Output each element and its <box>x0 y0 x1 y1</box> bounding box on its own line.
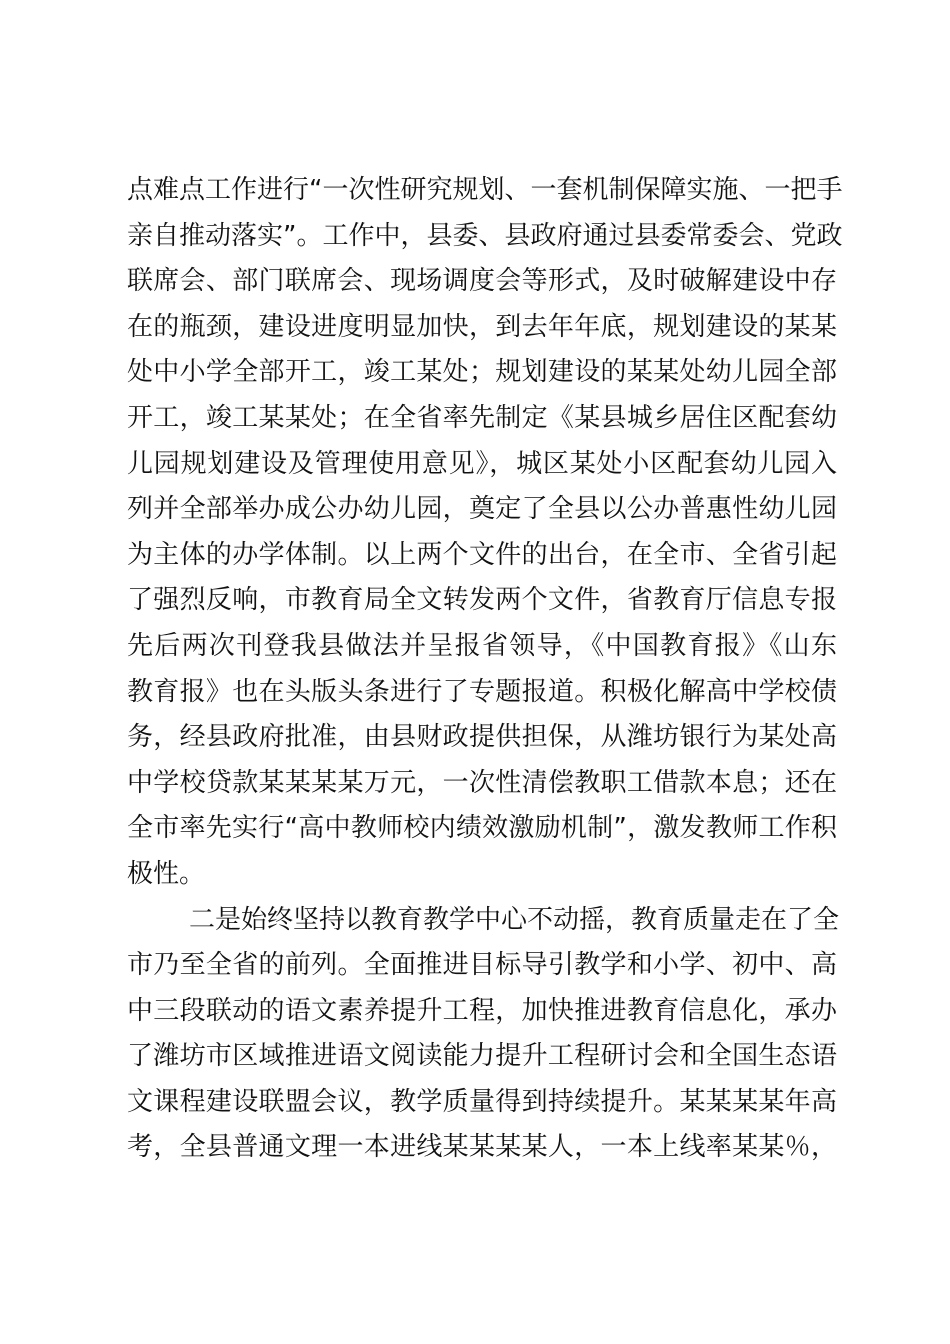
text-line: 二是始终坚持以教育教学中心不动摇，教育质量走在了全 <box>189 904 840 935</box>
text-line: 全市率先实行“高中教师校内绩效激励机制”，激发教师工作积 <box>127 813 837 844</box>
text-line: 为主体的办学体制。以上两个文件的出台，在全市、全省引起 <box>127 539 837 570</box>
paragraph-1 <box>127 168 843 898</box>
text-line: 了潍坊市区域推进语文阅读能力提升工程研讨会和全国生态语 <box>127 1041 837 1072</box>
text-line: 极性。 <box>127 858 206 889</box>
text-line: 联席会、部门联席会、现场调度会等形式，及时破解建设中存 <box>127 266 837 297</box>
body-text <box>127 168 843 1171</box>
text-line: 考，全县普通文理一本进线某某某某人，一本上线率某某％， <box>127 1132 837 1163</box>
text-line: 亲自推动落实”。工作中，县委、县政府通过县委常委会、党政 <box>127 220 843 251</box>
text-line: 文课程建设联盟会议，教学质量得到持续提升。某某某某年高 <box>127 1086 837 1117</box>
text-line: 处中小学全部开工，竣工某处；规划建设的某某处幼儿园全部 <box>127 357 837 388</box>
text-line: 在的瓶颈，建设进度明显加快，到去年年底，规划建设的某某 <box>127 311 837 342</box>
text-line: 中三段联动的语文素养提升工程，加快推进教育信息化，承办 <box>127 995 837 1026</box>
text-line: 教育报》也在头版头条进行了专题报道。积极化解高中学校债 <box>127 676 837 707</box>
text-line: 先后两次刊登我县做法并呈报省领导，《中国教育报》《山东 <box>127 630 837 661</box>
text-line: 务，经县政府批准，由县财政提供担保，从潍坊银行为某处高 <box>127 722 837 753</box>
text-line: 开工，竣工某某处；在全省率先制定《某县城乡居住区配套幼 <box>127 402 837 433</box>
paragraph-2 <box>127 898 840 1172</box>
text-line: 中学校贷款某某某某万元，一次性清偿教职工借款本息；还在 <box>127 767 837 798</box>
text-line: 儿园规划建设及管理使用意见》，城区某处小区配套幼儿园入 <box>127 448 837 479</box>
text-line: 了强烈反响，市教育局全文转发两个文件，省教育厅信息专报 <box>127 585 837 616</box>
text-line: 列并全部举办成公办幼儿园，奠定了全县以公办普惠性幼儿园 <box>127 494 837 525</box>
text-line: 市乃至全省的前列。全面推进目标导引教学和小学、初中、高 <box>127 950 837 981</box>
text-line: 点难点工作进行“一次性研究规划、一套机制保障实施、一把手 <box>127 175 843 205</box>
